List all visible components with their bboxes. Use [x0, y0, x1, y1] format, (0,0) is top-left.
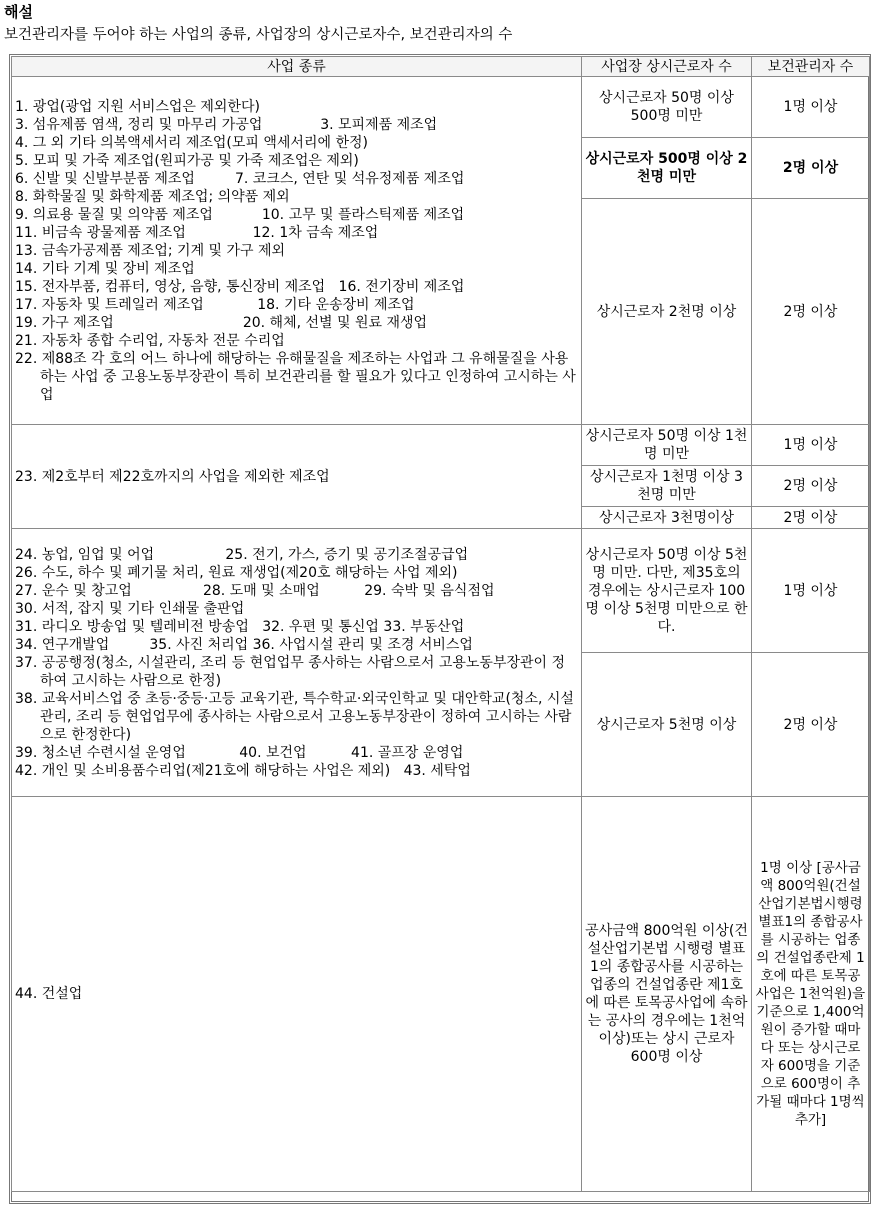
worker-count-cell: 공사금액 800억원 이상(건설산업기본법 시행령 별표1의 종합공사를 시공하는 업종의 건설업종란 제1호에 따른 토목공사업에 속하는 공사의 경우에는 1천억 이상)또는 상시 근로자 600명 이상	[582, 797, 752, 1192]
sector-line-wrapped: 37. 공공행정(청소, 시설관리, 조리 등 현업업무 종사하는 사람으로서 고용노동부장관이 정하여 고시하는 사람으로 한정)	[15, 654, 566, 689]
section-subtitle: 보건관리자를 두어야 하는 사업의 종류, 사업장의 상시근로자수, 보건관리자의 수	[4, 27, 513, 43]
table-row	[12, 797, 870, 1192]
worker-count-cell: 상시근로자 50명 이상 500명 미만	[582, 77, 752, 138]
table-header-row	[12, 57, 870, 77]
sector-cell-group1	[12, 77, 582, 425]
sector-cell-group3	[12, 529, 582, 797]
worker-count-cell: 상시근로자 5천명 이상	[582, 653, 752, 797]
sector-line: 17. 자동차 및 트레일러 제조업 18. 기타 운송장비 제조업	[15, 296, 415, 313]
sector-line: 3. 섬유제품 염색, 정리 및 마무리 가공업 3. 모피제품 제조업	[15, 116, 438, 133]
sector-line: 30. 서적, 잡지 및 기타 인쇄물 출판업	[15, 600, 245, 617]
worker-count-cell: 상시근로자 500명 이상 2천명 미만	[582, 138, 752, 199]
sector-line-wrapped: 38. 교육서비스업 중 초등·중등·고등 교육기관, 특수학교·외국인학교 및 대안학교(청소, 시설관리, 조리 등 현업업무에 종사하는 사람으로서 고용노동부장관이 정하여 고시하는 사람으로 한정한다)	[15, 690, 574, 743]
sector-line: 19. 가구 제조업 20. 해체, 선별 및 원료 재생업	[15, 314, 428, 331]
header-manager-count: 보건관리자 수	[752, 57, 870, 77]
header-worker-count: 사업장 상시근로자 수	[582, 57, 752, 77]
sector-line: 24. 농업, 임업 및 어업 25. 전기, 가스, 증기 및 공기조절공급업	[15, 546, 469, 563]
sector-line-wrapped: 22. 제88조 각 호의 어느 하나에 해당하는 유해물질을 제조하는 사업과 그 유해물질을 사용하는 사업 중 고용노동부장관이 특히 보건관리를 할 필요가 있다고 인정하여 고시하는 사업	[15, 350, 576, 403]
table-row	[12, 77, 870, 138]
worker-count-cell: 상시근로자 3천명이상	[582, 507, 752, 529]
worker-count-cell: 상시근로자 50명 이상 5천명 미만. 다만, 제35호의 경우에는 상시근로자 100명 이상 5천명 미만으로 한다.	[582, 529, 752, 653]
manager-count-cell: 2명 이상	[752, 507, 870, 529]
manager-count-cell: 2명 이상	[752, 466, 870, 507]
sector-line: 34. 연구개발업 35. 사진 처리업 36. 사업시설 관리 및 조경 서비스업	[15, 636, 473, 653]
section-heading: 해설	[4, 3, 33, 21]
worker-count-cell: 상시근로자 50명 이상 1천명 미만	[582, 425, 752, 466]
sector-line: 11. 비금속 광물제품 제조업 12. 1차 금속 제조업	[15, 224, 379, 241]
sector-line: 8. 화학물질 및 화학제품 제조업; 의약품 제외	[15, 188, 290, 205]
sector-line: 4. 그 외 기타 의복액세서리 제조업(모피 액세서리에 한정)	[15, 134, 368, 151]
manager-count-cell: 1명 이상	[752, 529, 870, 653]
sector-line: 1. 광업(광업 지원 서비스업은 제외한다)	[15, 98, 260, 115]
worker-count-cell: 상시근로자 1천명 이상 3천명 미만	[582, 466, 752, 507]
sector-line: 26. 수도, 하수 및 폐기물 처리, 원료 재생업(제20호 해당하는 사업 제외)	[15, 564, 458, 581]
sector-line: 39. 청소년 수련시설 운영업 40. 보건업 41. 골프장 운영업	[15, 744, 464, 761]
sector-line: 14. 기타 기계 및 장비 제조업	[15, 260, 195, 277]
worker-count-cell: 상시근로자 2천명 이상	[582, 199, 752, 425]
manager-count-cell: 1명 이상	[752, 425, 870, 466]
sector-line: 9. 의료용 물질 및 의약품 제조업 10. 고무 및 플라스틱제품 제조업	[15, 206, 465, 223]
table-row	[12, 529, 870, 653]
manager-count-cell: 2명 이상	[752, 199, 870, 425]
sector-line: 5. 모피 및 가죽 제조업(원피가공 및 가죽 제조업은 제외)	[15, 152, 359, 169]
table-row	[12, 425, 870, 466]
sector-line: 31. 라디오 방송업 및 텔레비전 방송업 32. 우편 및 통신업 33. 부동산업	[15, 618, 465, 635]
sector-cell-group4: 44. 건설업	[12, 797, 582, 1192]
manager-count-cell: 1명 이상	[752, 77, 870, 138]
health-manager-table	[11, 56, 870, 1192]
sector-line: 15. 전자부품, 컴퓨터, 영상, 음향, 통신장비 제조업 16. 전기장비 제조업	[15, 278, 465, 295]
sector-cell-group2: 23. 제2호부터 제22호까지의 사업을 제외한 제조업	[12, 425, 582, 529]
manager-count-cell: 1명 이상 [공사금액 800억원(건설산업기본법시행령 별표1의 종합공사를 시공하는 업종의 건설업종란제 1호에 따른 토목공사업은 1천억원)을 기준으로 1,400억원이 증가할 때마다 또는 상시근로자 600명을 기준으로 600명이 추가될 때마다 1명씩 추가]	[752, 797, 870, 1192]
sector-line: 27. 운수 및 창고업 28. 도매 및 소매업 29. 숙박 및 음식점업	[15, 582, 495, 599]
sector-line: 6. 신발 및 신발부분품 제조업 7. 코크스, 연탄 및 석유정제품 제조업	[15, 170, 465, 187]
sector-line: 42. 개인 및 소비용품수리업(제21호에 해당하는 사업은 제외) 43. 세탁업	[15, 762, 471, 779]
sector-line: 13. 금속가공제품 제조업; 기계 및 가구 제외	[15, 242, 286, 259]
header-business-type: 사업 종류	[12, 57, 582, 77]
sector-line: 21. 자동차 종합 수리업, 자동차 전문 수리업	[15, 332, 285, 349]
manager-count-cell: 2명 이상	[752, 653, 870, 797]
manager-count-cell: 2명 이상	[752, 138, 870, 199]
